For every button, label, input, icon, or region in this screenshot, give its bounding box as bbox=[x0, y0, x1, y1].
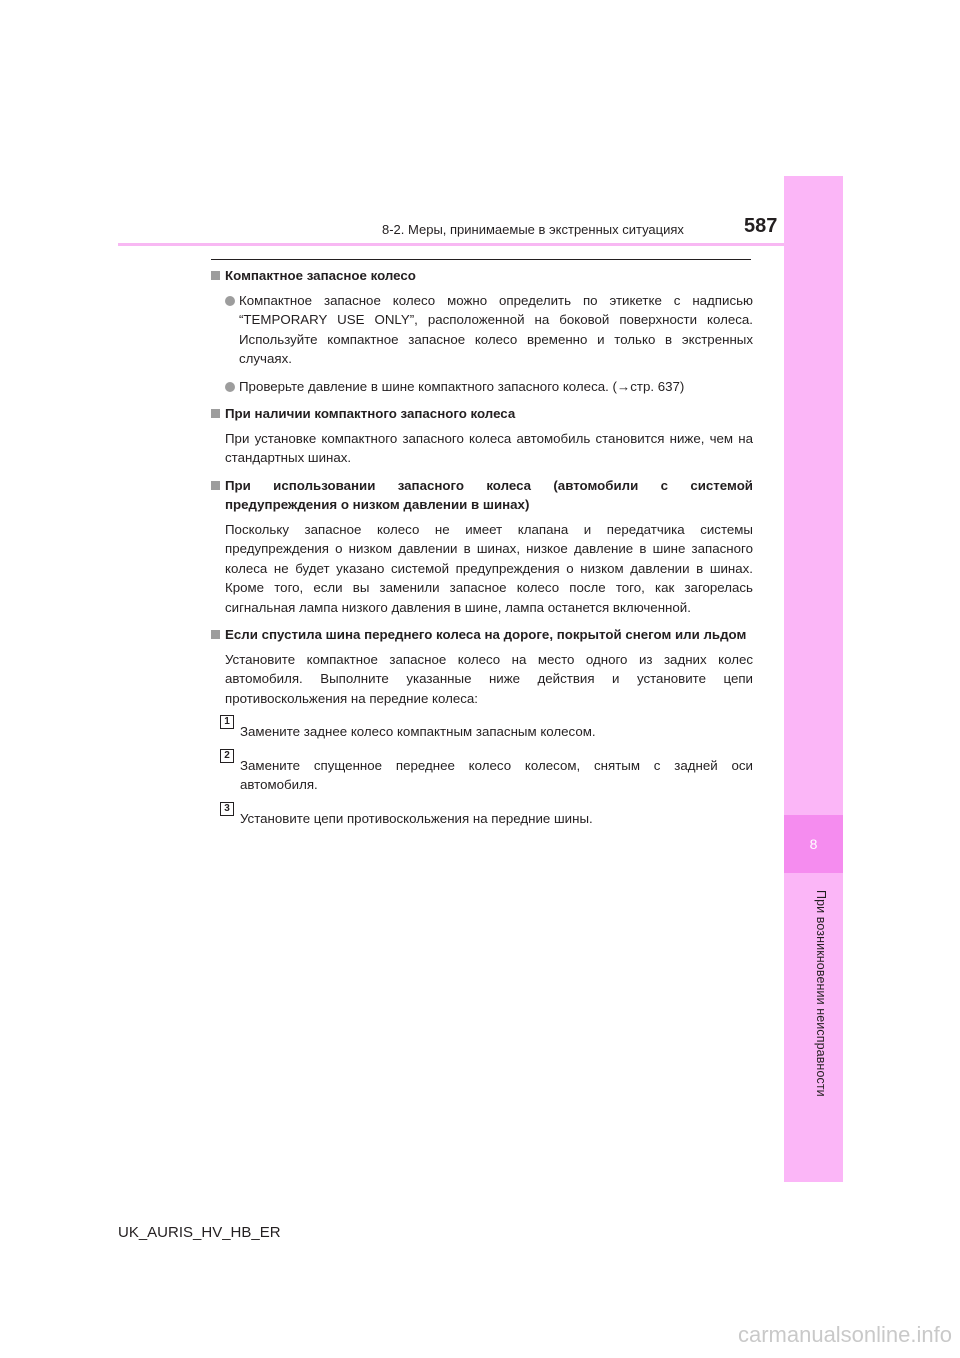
page-number: 587 bbox=[744, 215, 778, 237]
heading-compact-spare: Компактное запасное колесо bbox=[210, 266, 753, 286]
step-number: 1 bbox=[220, 715, 234, 729]
square-bullet-icon bbox=[211, 271, 220, 280]
bullet-item: Компактное запасное колесо можно определить по этикетке с надписью “TEMPORARY USE ONLY”, расположенной на боковой поверхности колеса. Используйте компактное запасное колесо временно и только в экстренных случаях. bbox=[210, 291, 753, 369]
square-bullet-icon bbox=[211, 630, 220, 639]
square-bullet-icon bbox=[211, 409, 220, 418]
page-content bbox=[210, 266, 753, 836]
watermark: carmanualsonline.info bbox=[737, 1322, 952, 1347]
chapter-label: При возникновении неисправности bbox=[814, 890, 828, 1097]
heading-using-spare: При использовании запасного колеса (автомобили с системой предупреждения о низком давлении в шинах) bbox=[210, 476, 753, 515]
heading-with-spare: При наличии компактного запасного колеса bbox=[210, 404, 753, 424]
step-number: 3 bbox=[220, 802, 234, 816]
step-number: 2 bbox=[220, 749, 234, 763]
bullet-item: Проверьте давление в шине компактного запасного колеса. (→стр. 637) bbox=[210, 377, 753, 397]
header-divider bbox=[118, 243, 784, 246]
circle-bullet-icon bbox=[225, 382, 235, 392]
step-item: 1 Замените заднее колесо компактным запасным колесом. bbox=[210, 722, 753, 742]
step-item: 3 Установите цепи противоскольжения на передние шины. bbox=[210, 809, 753, 829]
paragraph: При установке компактного запасного колеса автомобиль становится ниже, чем на стандартных шинах. bbox=[225, 430, 753, 465]
document-code: UK_AURIS_HV_HB_ER bbox=[118, 1224, 281, 1241]
paragraph: Установите компактное запасное колесо на место одного из задних колес автомобиля. Выполните указанные ниже действия и установите цепи противоскольжения на передние колеса: bbox=[225, 651, 753, 706]
circle-bullet-icon bbox=[225, 296, 235, 306]
step-item: 2 Замените спущенное переднее колесо колесом, снятым с задней оси автомобиля. bbox=[210, 756, 753, 795]
square-bullet-icon bbox=[211, 481, 220, 490]
paragraph: Поскольку запасное колесо не имеет клапана и передатчика системы предупреждения о низком давлении в шинах, низкое давление в шине запасного колеса не будет указано системой предупреждения о низком давлении в шинах. Кроме того, если вы заменили запасное колесо после того, как загорелась сигнальная лампа низкого давления в шине, лампа останется включенной. bbox=[225, 521, 753, 615]
chapter-number: 8 bbox=[784, 815, 843, 873]
content-divider bbox=[211, 259, 751, 260]
heading-snow-ice: Если спустила шина переднего колеса на дороге, покрытой снегом или льдом bbox=[210, 625, 753, 645]
section-title: 8-2. Меры, принимаемые в экстренных ситуациях bbox=[382, 222, 684, 237]
